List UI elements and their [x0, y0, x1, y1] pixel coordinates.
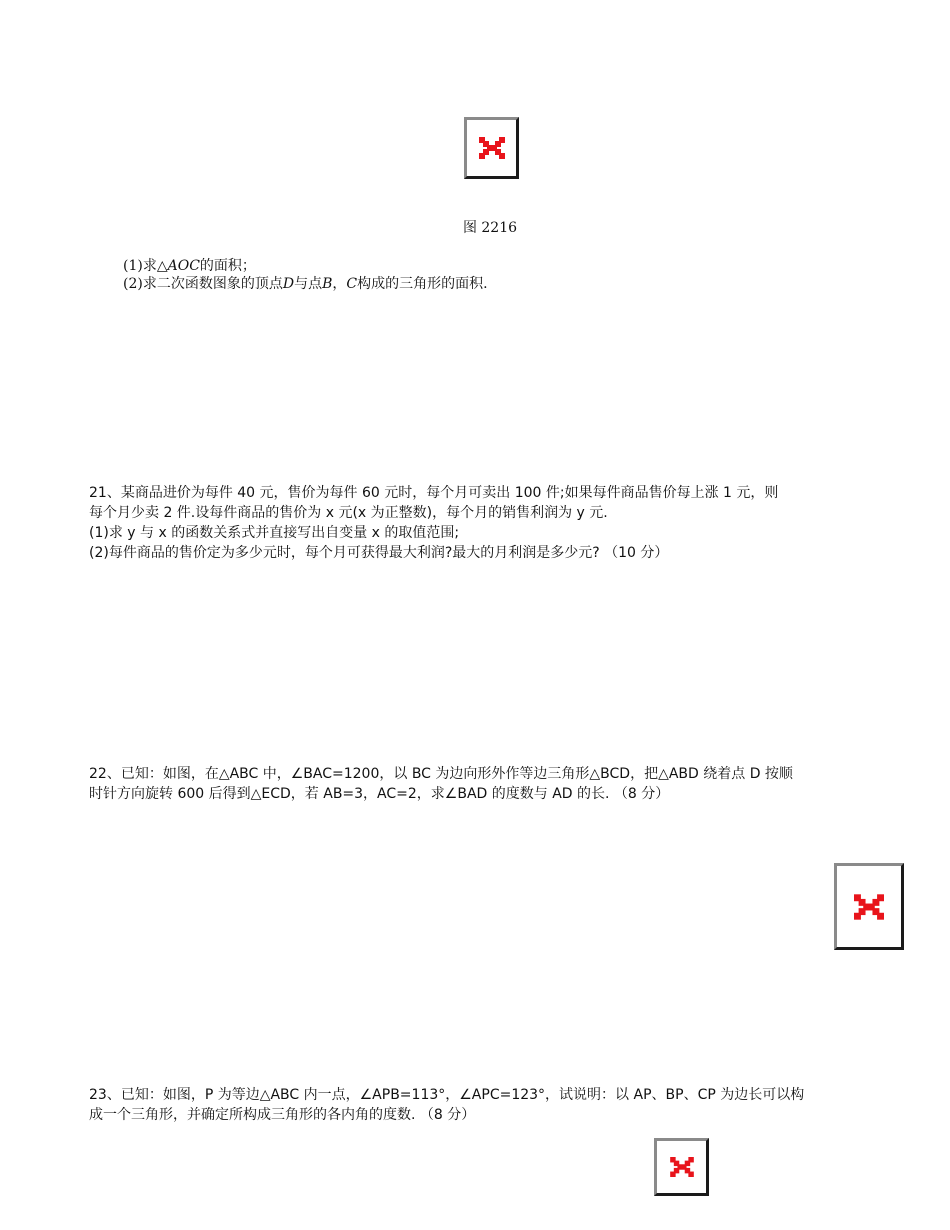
sub-question-1: (1)求△AOC的面积；: [123, 258, 256, 274]
broken-image-icon: [464, 117, 519, 179]
figure-caption: 图 2216: [462, 220, 518, 236]
red-x-icon: [854, 894, 884, 920]
question-line: 22、已知：如图，在△ABC 中，∠BAC=1200，以 BC 为边向形外作等边三角形△BCD，把△ABD 绕着点 D 按顺: [89, 766, 793, 782]
red-x-icon: [670, 1157, 694, 1177]
question-line: (1)求 y 与 x 的函数关系式并直接写出自变量 x 的取值范围;: [89, 525, 460, 541]
broken-image-icon: [834, 863, 904, 950]
sub-question-2: (2)求二次函数图象的顶点D与点B，C构成的三角形的面积.: [123, 276, 488, 292]
question-21: [89, 483, 869, 563]
question-line: 成一个三角形，并确定所构成三角形的各内角的度数. （8 分）: [89, 1107, 476, 1123]
red-x-icon: [479, 137, 505, 159]
question-line: 23、已知：如图，P 为等边△ABC 内一点，∠APB=113°，∠APC=123°，试说明：以 AP、BP、CP 为边长可以构: [89, 1087, 805, 1103]
question-23: [89, 1085, 869, 1125]
question-22: [89, 764, 869, 804]
question-line: (2)每件商品的售价定为多少元时，每个月可获得最大利润?最大的月利润是多少元? （10 分）: [89, 545, 669, 561]
question-line: 21、某商品进价为每件 40 元，售价为每件 60 元时，每个月可卖出 100 件;如果每件商品售价每上涨 1 元，则: [89, 485, 779, 501]
question-line: 时针方向旋转 600 后得到△ECD，若 AB=3，AC=2，求∠BAD 的度数与 AD 的长. （8 分）: [89, 786, 670, 802]
broken-image-icon: [654, 1138, 709, 1196]
question-line: 每个月少卖 2 件.设每件商品的售价为 x 元(x 为正整数)，每个月的销售利润为 y 元.: [89, 505, 608, 521]
